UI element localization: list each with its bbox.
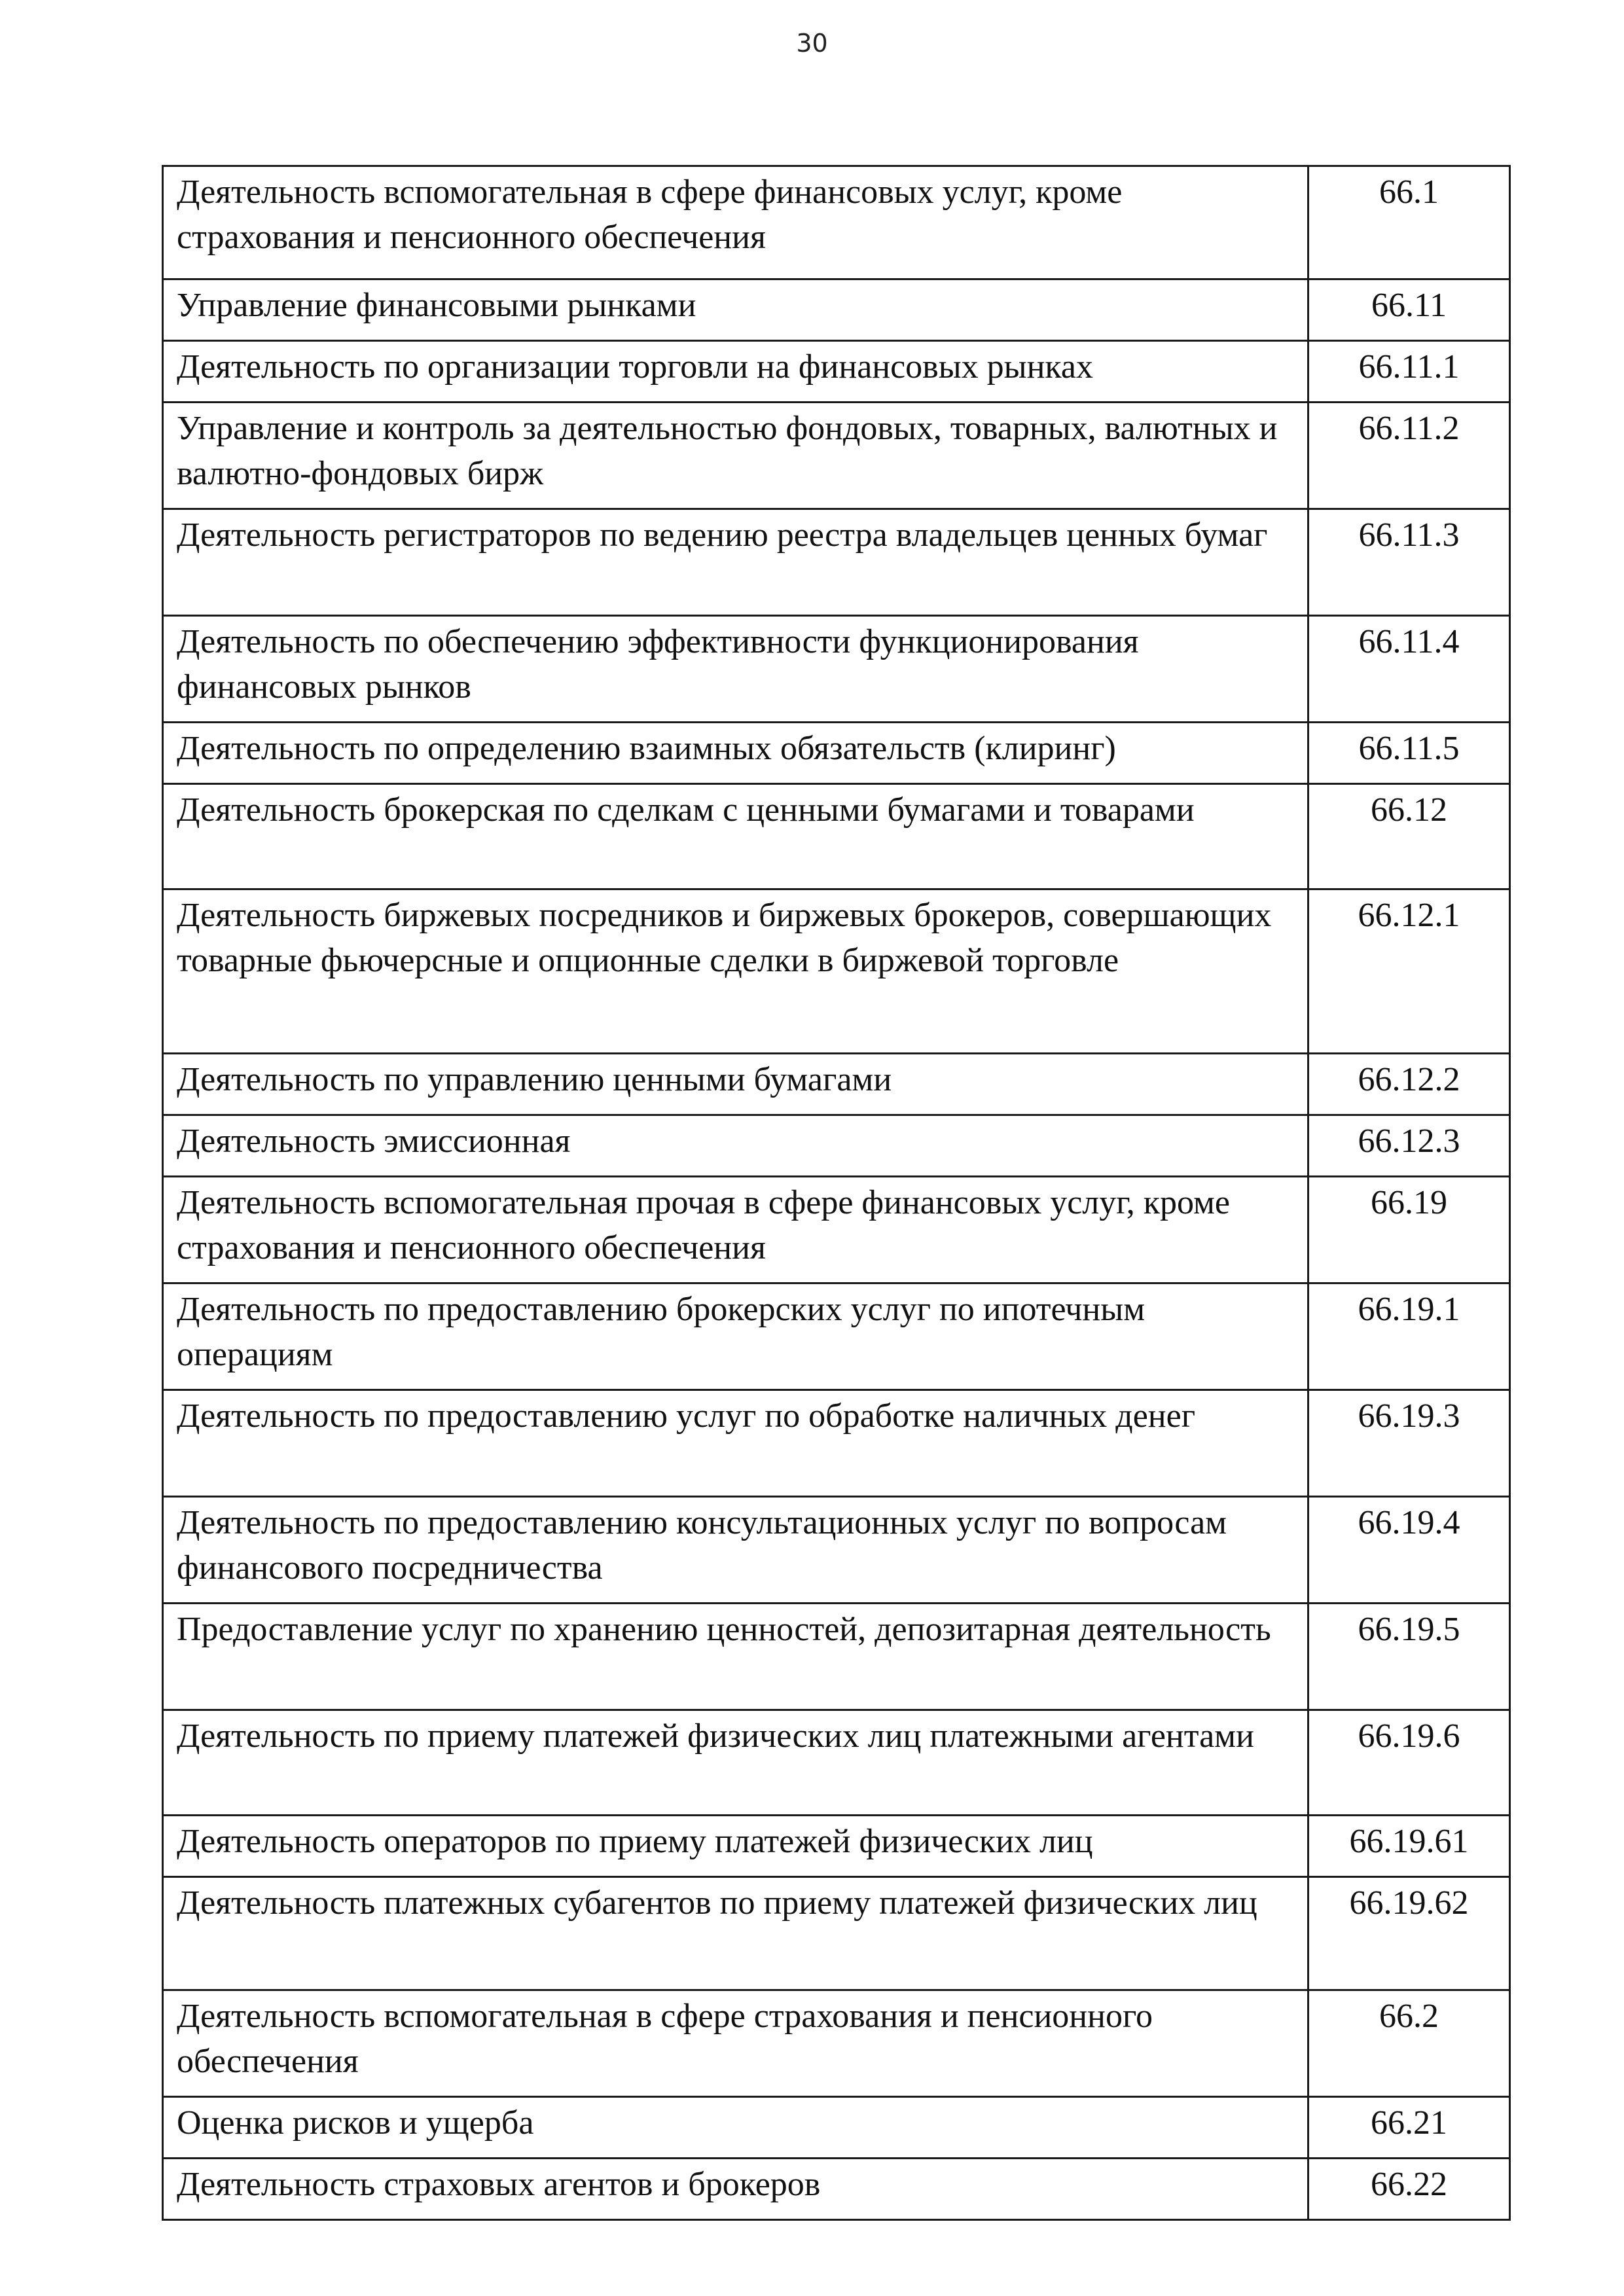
activity-description: Деятельность биржевых посредников и биржевых брокеров, совершающих товарные фьючерсные и опционные сделки в биржевой торговле	[163, 889, 1308, 1054]
table-row	[163, 1115, 1510, 1177]
table-row	[163, 403, 1510, 509]
activity-code: 66.11.2	[1308, 403, 1510, 509]
table-row	[163, 1054, 1510, 1115]
page-number: 30	[796, 29, 828, 58]
table-row	[163, 723, 1510, 784]
table-row	[163, 1604, 1510, 1710]
activity-code: 66.12.3	[1308, 1115, 1510, 1177]
activity-code: 66.19	[1308, 1177, 1510, 1283]
activity-code: 66.19.61	[1308, 1816, 1510, 1877]
table-row	[163, 509, 1510, 616]
activity-code: 66.11.3	[1308, 509, 1510, 616]
activity-code: 66.11.4	[1308, 616, 1510, 723]
activity-description: Деятельность регистраторов по ведению реестра владельцев ценных бумаг	[163, 509, 1308, 616]
activity-code-table	[162, 165, 1511, 2221]
activity-description: Деятельность по управлению ценными бумагами	[163, 1054, 1308, 1115]
activity-code: 66.19.62	[1308, 1877, 1510, 1990]
activity-code: 66.11.5	[1308, 723, 1510, 784]
activity-description: Деятельность по определению взаимных обязательств (клиринг)	[163, 723, 1308, 784]
activity-description: Деятельность эмиссионная	[163, 1115, 1308, 1177]
activity-description: Деятельность страховых агентов и брокеров	[163, 2159, 1308, 2220]
table-row	[163, 279, 1510, 341]
activity-description: Деятельность по предоставлению консультационных услуг по вопросам финансового посредничества	[163, 1497, 1308, 1604]
activity-code: 66.12	[1308, 784, 1510, 889]
activity-code: 66.1	[1308, 166, 1510, 279]
activity-description: Деятельность вспомогательная в сфере страхования и пенсионного обеспечения	[163, 1990, 1308, 2097]
table-row	[163, 1990, 1510, 2097]
table-row	[163, 1497, 1510, 1604]
table-row	[163, 1710, 1510, 1816]
table-row	[163, 1877, 1510, 1990]
table-row	[163, 616, 1510, 723]
activity-code: 66.19.4	[1308, 1497, 1510, 1604]
activity-description: Деятельность платежных субагентов по приему платежей физических лиц	[163, 1877, 1308, 1990]
activity-description: Деятельность по организации торговли на финансовых рынках	[163, 341, 1308, 403]
table-row	[163, 1283, 1510, 1390]
activity-description: Деятельность вспомогательная в сфере финансовых услуг, кроме страхования и пенсионного обеспечения	[163, 166, 1308, 279]
activity-description: Деятельность по предоставлению брокерских услуг по ипотечным операциям	[163, 1283, 1308, 1390]
table-row	[163, 1177, 1510, 1283]
table-row	[163, 1816, 1510, 1877]
activity-description: Предоставление услуг по хранению ценностей, депозитарная деятельность	[163, 1604, 1308, 1710]
activity-code: 66.12.2	[1308, 1054, 1510, 1115]
activity-code: 66.19.5	[1308, 1604, 1510, 1710]
activity-code: 66.2	[1308, 1990, 1510, 2097]
activity-code: 66.12.1	[1308, 889, 1510, 1054]
table-row	[163, 2159, 1510, 2220]
activity-description: Деятельность по приему платежей физических лиц платежными агентами	[163, 1710, 1308, 1816]
activity-description: Деятельность операторов по приему платежей физических лиц	[163, 1816, 1308, 1877]
activity-description: Деятельность брокерская по сделкам с ценными бумагами и товарами	[163, 784, 1308, 889]
activity-description: Деятельность вспомогательная прочая в сфере финансовых услуг, кроме страхования и пенсионного обеспечения	[163, 1177, 1308, 1283]
activity-description: Деятельность по обеспечению эффективности функционирования финансовых рынков	[163, 616, 1308, 723]
table-row	[163, 889, 1510, 1054]
table-row	[163, 341, 1510, 403]
activity-code: 66.19.3	[1308, 1390, 1510, 1497]
table-row	[163, 166, 1510, 279]
activity-code: 66.22	[1308, 2159, 1510, 2220]
activity-description: Управление финансовыми рынками	[163, 279, 1308, 341]
table-row	[163, 2097, 1510, 2159]
activity-code: 66.21	[1308, 2097, 1510, 2159]
activity-code: 66.11	[1308, 279, 1510, 341]
table-row	[163, 1390, 1510, 1497]
activity-description: Деятельность по предоставлению услуг по обработке наличных денег	[163, 1390, 1308, 1497]
activity-description: Оценка рисков и ущерба	[163, 2097, 1308, 2159]
activity-code: 66.11.1	[1308, 341, 1510, 403]
activity-code: 66.19.6	[1308, 1710, 1510, 1816]
table-row	[163, 784, 1510, 889]
activity-description: Управление и контроль за деятельностью фондовых, товарных, валютных и валютно-фондовых бирж	[163, 403, 1308, 509]
activity-code: 66.19.1	[1308, 1283, 1510, 1390]
